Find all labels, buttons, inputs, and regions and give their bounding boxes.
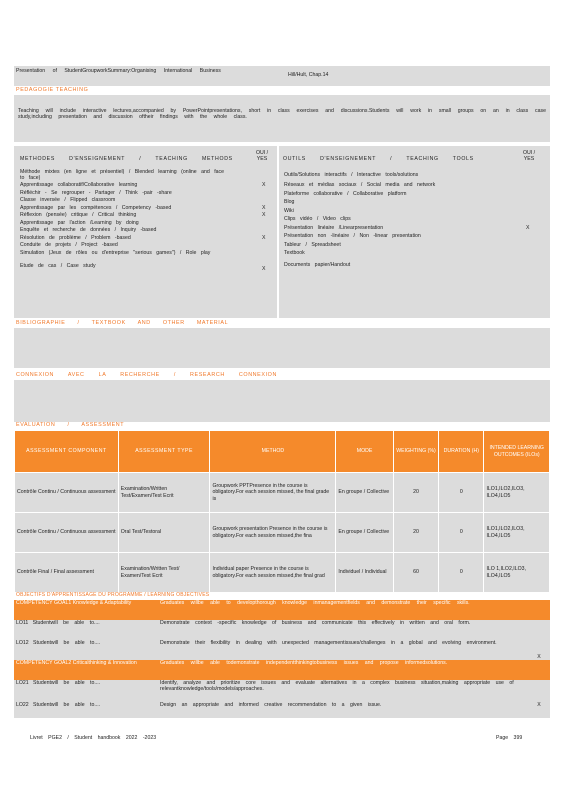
objectifs-title: OBJECTIFS D'APPRENTISSAGE DU PROGRAMME / LEARNING OBJECTIVES — [16, 592, 210, 598]
eval-header-component: ASSESSMENT COMPONENT — [15, 431, 119, 473]
method-item: Classe inversée / Flipped classroom — [20, 197, 116, 203]
tool-item: Textbook — [284, 250, 305, 256]
pedagogie-title: PEDAGOGIE TEACHING — [16, 87, 89, 93]
connexion-box — [14, 380, 550, 422]
bibliographie-title: BIBLIOGRAPHIE / TEXTBOOK AND OTHER MATERIAL — [16, 320, 229, 326]
presentation-text: Presentation of StudentGroupworkSummary:Organising International Business — [16, 68, 221, 74]
evaluation-title: EVALUATION / ASSESSMENT — [16, 422, 125, 428]
method-item: Apprentissage par l'action /Learning by doing — [20, 219, 139, 226]
tool-item: Plateforme collaborative / Collaborative platform — [284, 190, 407, 197]
evaluation-table — [14, 430, 550, 593]
tool-item: Outils/Solutions interactifs / Interactive tools/solutions — [284, 172, 419, 178]
footer-left: Livret PGE2 / Student handbook 2022 -2023 — [30, 735, 157, 741]
eval-header-duration: DURATION (H) — [439, 431, 484, 473]
objectives-table — [14, 600, 550, 718]
tool-item: Clips vidéo / Video clips — [284, 216, 351, 222]
list-item: LO11 Studentwill be able to.... Demonstrate context -specific knowledge of business and communicate this effectively in written and oral form. — [14, 620, 550, 640]
method-item: Conduite de projets / Project -based — [20, 242, 118, 248]
tool-item: Tableur / Spreadsheet — [284, 241, 341, 248]
methods-list — [20, 169, 270, 270]
eval-header-type: ASSESSMENT TYPE — [118, 431, 210, 473]
eval-header-weighting: WEIGHTING (%) — [393, 431, 438, 473]
method-item: Réfléchir - Se regrouper - Partager / Think -pair -share — [20, 189, 172, 196]
list-item: LO12 Studentwill be able to.... Demonstrate their flexibility in dealing with unexpected managementissues/challenges in a global and evolving environment. X — [14, 640, 550, 660]
eval-header-mode: MODE — [336, 431, 393, 473]
tools-list — [284, 172, 546, 271]
method-item: Etude de cas / Case study X — [20, 262, 266, 272]
method-item: Méthode mixtes (en ligne et présentiel) / Blended learning (online and face to face) — [20, 169, 225, 182]
reference-text: Hill/Hult, Chap.14 — [288, 72, 329, 78]
tool-item: Wiki — [284, 207, 294, 214]
list-item: LO21 Studentwill be able to.... Identify, analyze and prioritize core issues and evaluate alternatives in a complex business situation,making appropriate use of relevantknowledge/tools/models/approaches. — [14, 680, 550, 702]
tool-item: Documents papier/Handout — [284, 262, 351, 268]
competency-goal-2: COMPETENCY GOAL2 Criticalthinking & Innovation Graduates willbe able todemonstrate independentthinkingtobusiness issues and propose informedsolutions. — [14, 660, 550, 680]
bibliographie-box — [14, 328, 550, 368]
pedagogie-text: Teaching will include interactive lectures,accompanied by PowerPointpresentations, short in class exercises and discussions.Students will work in small groups on an in class case study,including presentation and discussion oftheir findings with the whole class. — [18, 108, 546, 121]
method-item: Apprentissage par les compétences / Competency -based X — [20, 204, 266, 211]
list-item: LO22 Studentwill be able to.... Design an appropriate and informed creative recommendation to a given issue. X — [14, 702, 550, 718]
tool-item: Réseaux et médias sociaux / Social media and network — [284, 182, 436, 188]
connexion-title: CONNEXION AVEC LA RECHERCHE / RESEARCH CONNEXION — [16, 372, 277, 378]
tool-item: Blog — [284, 199, 295, 205]
table-row: Contrôle Final / Final assessment Examination/Written Test/ Examen/Test Ecrit Individual paper Presence in the course is obligatory.For each session missed,the final grad Individuel / Individual 60 0 ILO 1,ILO2,ILO3, ILO4,ILO5 — [15, 553, 550, 593]
methods-header: METHODES D'ENSEIGNEMENT / TEACHING METHODS — [20, 156, 233, 162]
table-row: Contrôle Continu / Continuous assessment Oral Test/Testoral Groupwork presentation Presence in the course is obligatory.For each session missed,the fina En groupe / Collective 20 0 ILO1,ILO2,ILO3, ILO4,ILO5 — [15, 513, 550, 553]
tool-item: Présentation non -linéaire / Non -linear presentation — [284, 233, 421, 239]
method-item: Apprentissage collaboratif/Collaborative learning X — [20, 182, 266, 188]
table-row: Contrôle Continu / Continuous assessment Examination/Written Test/Examen/Test Ecrit Groupwork PPTPresence in the course is obligatory.For each session missed, the final grade is En groupe / Collective 20 0 ILO1,ILO2,ILO3, ILO4,ILO5 — [15, 473, 550, 513]
eval-header-ilo: INTENDED LEARNING OUTCOMES (ILOs) — [484, 431, 550, 473]
method-item: Réflexion (pensée) critique / Critical thinking X — [20, 212, 266, 218]
method-item: Résolution de problème / Problem -based X — [20, 234, 266, 241]
methods-divider — [277, 146, 279, 318]
methods-oui-header: OUI / YES — [255, 150, 269, 163]
tools-oui-header: OUI / YES — [522, 150, 536, 163]
method-item: Simulation (Jeux de rôles ou d'entreprise "serious games") / Role play — [20, 249, 211, 256]
competency-goal-1: COMPETENCY GOAL1 Knowledge & Adaptability Graduates willbe able to developthorough knowledge inmanagementfields and demonstrate their specific skills. — [14, 600, 550, 620]
tools-header: OUTILS D'ENSEIGNEMENT / TEACHING TOOLS — [283, 156, 474, 162]
eval-header-method: METHOD — [210, 431, 336, 473]
method-item: Enquête et recherche de données / Inquiry -based — [20, 227, 157, 233]
footer-page-number: Page 399 — [496, 735, 523, 741]
tool-item: Présentation linéaire /Linearpresentation X — [284, 224, 530, 231]
